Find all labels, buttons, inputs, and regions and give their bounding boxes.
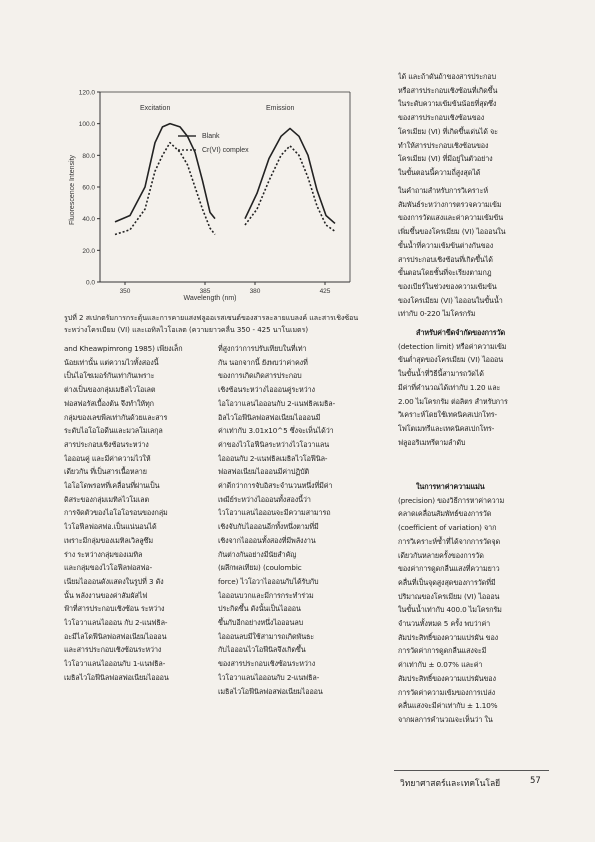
text-column-2 <box>218 342 366 698</box>
text-line: ในขั้นตอนนี้ความถี่สูงสุดได้ <box>398 167 481 177</box>
text-line: ต่างเป็นของกลุ่มเมธิลไวโอเลต <box>64 385 156 395</box>
text-line: โครเมียม (VI) ที่มีอยู่ในตัวอย่าง <box>398 154 493 164</box>
text-line: ไอออนคู่ และมีค่าความไวให้ <box>64 453 151 463</box>
text-line: ค่าเท่ากับ 3.01x10^5 ซึ่งจะเห็นได้ว่า <box>218 426 334 436</box>
text-line: ไวโอวาแลนไอออนกับ 1-แนฟธิล- <box>64 659 166 669</box>
y-tick-label: 100.0 <box>78 121 95 129</box>
text-line: อิลไวโอฟีนิลฟอสฟอเนียมไอออนมี <box>218 412 321 422</box>
chart-legend <box>178 133 249 154</box>
text-line: ไวโอฟีลฟอสฟอ.เป็นแน่นอนได้ <box>64 522 157 532</box>
text-column-3-section-1 <box>398 326 548 449</box>
legend-complex-label: Cr(VI) complex <box>202 147 249 154</box>
excitation-blank-curve <box>115 124 215 222</box>
text-line: หรือสารประกอบเชิงซ้อนที่เกิดขึ้น <box>398 85 498 95</box>
text-line: ไอออนลบมีใช้สามารถเกิดพันธะ <box>218 631 315 641</box>
text-line: สัมประสิทธิ์ของความแปรผัน ของ <box>398 632 499 642</box>
text-line: คลาดเคลื่อนสัมพัทธ์ของการวัด <box>398 509 492 519</box>
text-line: ที่สูงกว่าการปรับเทียบในที่เท่า <box>218 344 307 353</box>
text-line: เท่ากับ 0-220 ไมโครกรัม <box>398 309 476 319</box>
text-line: โครเมียม (VI) ที่เกิดขึ้นเด่นได้ จะ <box>398 126 498 136</box>
text-line: ของการเกิดเกิดสารประกอบ <box>218 371 302 381</box>
text-line: ของเบียร์ในช่วงของความเข้มข้น <box>398 281 497 291</box>
section-body <box>398 340 548 450</box>
text-line: เพิ่มขึ้นของโครเมียม (VI) ไอออนใน <box>398 227 506 237</box>
text-line: ฟอสฟอรัสเบื้องต้น จึงทำให้ทุก <box>64 398 154 408</box>
text-line: ของสารประกอบเชิงซ้อนของ <box>398 113 485 123</box>
text-line: ฟ้าที่สารประกอบเชิงซ้อน ระหว่าง <box>64 604 165 614</box>
text-line: ขึ้นกับอีกอย่างหนึ่งไอออนลบ <box>218 618 304 628</box>
emission-annotation: Emission <box>266 105 295 112</box>
text-line: ในระดับความเข้มข้นน้อยที่สุดซึ่ง <box>398 99 497 109</box>
footer-journal-name: วิทยาศาสตร์และเทคโนโลยี <box>400 779 501 789</box>
text-line: ในขั้นน้ำเท่ากับ 400.0 ไมโครกรัม <box>398 605 502 615</box>
text-line: ของโครเมียม (VI) ไอออนในขั้นน้ำ <box>398 295 503 305</box>
text-line: (detection limit) หรือค่าความเข้ม <box>398 341 507 351</box>
text-line: ค่าของไวโอฟีนิลระหว่างไวโอวาแลน <box>218 439 330 449</box>
text-line: เชิงจากไอออนทั้งสองที่มีพลังงาน <box>218 535 316 545</box>
text-line: จากผลการคำนวณจะเห็นว่า ใน <box>398 714 493 724</box>
legend-blank-label: Blank <box>202 133 220 140</box>
text-line: เมธิลไวโอฟีนิลฟอสฟอเนียมไอออน <box>64 672 169 682</box>
text-line: และสารประกอบเชิงซ้อนระหว่าง <box>64 645 162 655</box>
text-line: กัน นอกจากนี้ ยังพบว่าค่าคงที่ <box>218 357 308 367</box>
text-line: การวัดค่าการดูดกลืนแสงจะมี <box>398 646 487 656</box>
y-axis-ticks <box>79 90 100 287</box>
text-line: (ผลึกพลเทียม) (coulombic <box>218 563 302 573</box>
text-line: ของค่าการดูดกลืนแสงที่ความยาว <box>398 564 500 574</box>
text-line: ฟอสฟอเนียมไอออนมีค่าปฏิบัติ <box>218 467 310 477</box>
figure-caption <box>64 312 360 336</box>
text-line: คลื่นแสงจะมีค่าเท่ากับ ± 1.10% <box>398 701 498 711</box>
text-line: นั้น พลังงานของค่าสัมผัสไฟ <box>64 590 148 600</box>
spectra-chart <box>60 78 360 308</box>
emission-blank-curve <box>245 128 335 223</box>
chart-series <box>115 124 335 235</box>
text-line: การวัดค่าความเข้มของการเปล่ง <box>398 687 496 697</box>
section-heading: สำหรับค่าขีดจำกัดของการวัด <box>416 328 506 337</box>
y-axis-label: Fluorescence Intensity <box>69 154 76 226</box>
y-tick-label: 80.0 <box>82 152 95 160</box>
text-line: ทำให้สารประกอบเชิงซ้อนของ <box>398 140 489 150</box>
text-line: เชิงจับกับไอออนอีกทั้งหนึ่งตามที่มี <box>218 522 319 532</box>
text-line: ขั้นน้ำที่ความเข้มข้นต่างกันของ <box>398 240 494 250</box>
excitation-complex-curve <box>115 143 215 235</box>
text-line: และกลุ่มของไวโอฟีลฟอสฟอ- <box>64 563 153 573</box>
text-line: เชิงซ้อนระหว่างไอออนคู่ระหว่าง <box>218 385 315 395</box>
text-line: ของสารประกอบเชิงซ้อนระหว่าง <box>218 659 316 669</box>
text-line: คลื่นที่เป็นจุดสูงสุดของการวัดที่มี <box>398 577 496 587</box>
text-line: ไอออนกับ 2-แนฟธิลเมธิลไวโอฟีนิล- <box>218 453 328 463</box>
text-line: เดียวกันหลายครั้งของการวัด <box>398 550 484 560</box>
text-line: วิเคราะห์โดยใช้เทคนิคสเปกโทร- <box>398 410 497 420</box>
y-tick-label: 60.0 <box>82 184 95 192</box>
caption-line: รูปที่ 2 สเปกตรัมการกระตุ้นและการคายแสงฟลูออเรสเซนต์ของสารละลายแบลงค์ และสารเชิงซ้อน <box>64 314 359 322</box>
text-line: ไวโอวาแลนไอออนจะมีความสามารถ <box>218 508 331 518</box>
text-line: ไอออนบวกและมีการกระทำร่วม <box>218 590 314 600</box>
text-line: สารประกอบเชิงซ้อนระหว่าง <box>64 439 149 449</box>
x-axis-label: Wavelength (nm) <box>183 295 237 302</box>
text-line: ฟลูออริเมทรีตามลำดับ <box>398 437 466 447</box>
text-column-1 <box>64 342 204 685</box>
text-line: ประกิดขึ้น ดังนั้นเป็นไอออน <box>218 604 301 614</box>
text-line: ได้ และถ้าดันถ้าของสารประกอบ <box>398 72 496 81</box>
text-line: ค่าดีกว่าการจับอิสระจำนวนหนึ่งที่มีค่า <box>218 481 333 491</box>
footer-rule <box>394 770 549 771</box>
x-tick-label: 425 <box>319 288 331 295</box>
x-tick-label: 380 <box>249 288 261 295</box>
y-tick-label: 0.0 <box>85 279 95 287</box>
text-line: กลุ่มของเลขพีลเท่ากันด้วยและสาร <box>64 412 168 422</box>
y-tick-label: 120.0 <box>78 89 95 97</box>
text-line: ของการวัดแสงและค่าความเข้มข้น <box>398 213 504 223</box>
page-number: 57 <box>530 776 541 786</box>
x-tick-label: 385 <box>199 288 211 295</box>
section-body <box>398 494 548 727</box>
excitation-annotation: Excitation <box>140 105 171 112</box>
text-line: ปริมาณของโครเมียม (VI) ไอออน <box>398 591 500 601</box>
caption-line: ระหว่างโครเมียม (VI) และเอทิลไวโอเลต (ความยาวคลื่น 350 - 425 นาโนเมตร) <box>64 326 309 334</box>
text-line: โฟโตเมทรีและเทคนิคสเปกโทร- <box>398 423 495 433</box>
text-line: อะมีไลโดฟีนิลฟอสฟอเนียมไอออน <box>64 631 167 641</box>
y-tick-label: 40.0 <box>82 216 95 224</box>
text-line: เพมีย์ระหว่างไอออนทั้งสองนี้ว่า <box>218 494 311 504</box>
text-line: (precision) ของวิธีการหาค่าความ <box>398 495 505 505</box>
text-line: จำนวนทั้งหมด 5 ครั้ง พบว่าค่า <box>398 619 491 629</box>
text-line: กับไอออนไวโอฟีนิลจึงเกิดขึ้น <box>218 645 306 655</box>
text-line: ไอโอโดพรอทที่เคลื่อนที่ผ่านเป็น <box>64 481 160 491</box>
text-line: น้อยเท่านั้น แต่ความไวทั้งสองนี้ <box>64 357 159 367</box>
x-axis-ticks <box>120 282 331 295</box>
text-line: เพราะมีกลุ่มของเมทิลเวิลลูซึม <box>64 535 153 545</box>
text-line: สัมประสิทธิ์ของความแปรผันของ <box>398 673 496 683</box>
text-line: เดียวกัน ที่เป็นสารเนื้อหลาย <box>64 467 147 477</box>
text-line: ในขั้นน้ำที่วิธีนี้สามารถวัดได้ <box>398 369 484 379</box>
text-line: กันต่างกันอย่างมีนัยสำคัญ <box>218 549 297 559</box>
text-line: 2.00 ไมโครกรัม ต่อลิตร สำหรับการ <box>398 396 508 406</box>
text-column-3-section-2 <box>398 480 548 727</box>
text-line: สารประกอบเชิงซ้อนที่เกิดขึ้นได้ <box>398 254 493 264</box>
text-line: ระดับไอโอโอดีนและมวลโมเลกุล <box>64 426 163 436</box>
text-line: เป็นไอโซเมอร์กันเท่ากันเพราะ <box>64 371 155 381</box>
text-line: ขั้นตอนโดยชั้นที่จะเรียงตามกฎ <box>398 268 492 278</box>
x-tick-label: 350 <box>119 288 131 295</box>
text-line: ดิสระของกลุ่มเมทิลไวโมเลต <box>64 494 150 504</box>
text-line: การวิเคราะห์ซ้ำที่ได้จากการวัดจุด <box>398 536 501 546</box>
text-line: ในคำถามสำหรับการวิเคราะห์ <box>398 186 489 195</box>
text-line: ข้นต่ำสุดของโครเมียม (VI) ไอออน <box>398 355 504 365</box>
text-line: ค่าเท่ากับ ± 0.07% และค่า <box>398 660 483 670</box>
text-line: ไวโอวาแลนไอออน กับ 2-แนฟธิล- <box>64 618 168 628</box>
text-line: การจัดตัวของไอโอโอรอนของกลุ่ม <box>64 508 168 518</box>
text-line: force) ไวโอวาไอออนกับได้รับกับ <box>218 576 319 586</box>
text-line: เมธิลไวโอฟีนิลฟอสฟอเนียมไอออน <box>218 686 323 696</box>
text-column-3-top <box>398 70 548 180</box>
text-line: เนียมไอออนดังแสดงในรูปที่ 3 ดัง <box>64 576 164 586</box>
text-line: สัมพันธ์ระหว่างการตรวจความเข้ม <box>398 199 502 209</box>
text-line: and Kheawpimrong 1985) เพียงเล็ก <box>64 344 183 353</box>
text-line: ไวโอวาแลนไอออนกับ 2-แนฟธิล- <box>218 672 320 682</box>
y-tick-label: 20.0 <box>82 247 95 255</box>
section-heading: ในการหาค่าความแม่น <box>416 482 485 491</box>
text-column-3-mid <box>398 184 548 321</box>
text-line: มีค่าที่คำนวณได้เท่ากับ 1.20 และ <box>398 382 501 392</box>
text-line: (coefficient of variation) จาก <box>398 523 497 533</box>
text-line: ไอโอวาแลนไอออนกับ 2-แนฟธิลเมธิล- <box>218 398 336 408</box>
text-line: ร่าง ระหว่างกลุ่มของเมทิล <box>64 549 143 559</box>
figure-spectra <box>60 78 360 308</box>
chart-axes <box>100 92 350 282</box>
